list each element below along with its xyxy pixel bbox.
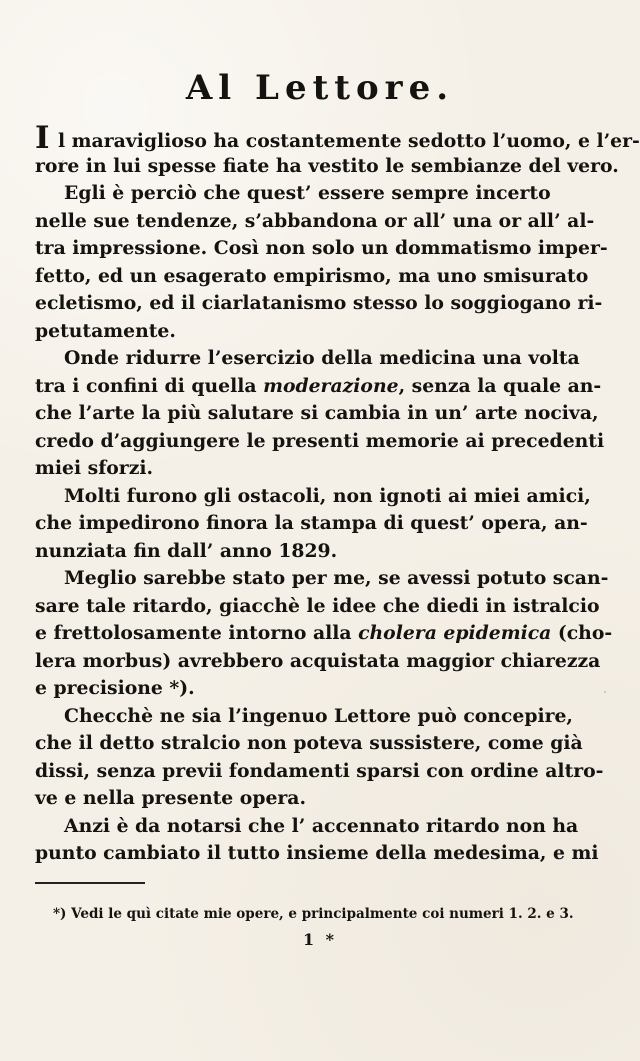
text-line: Meglio sarebbe stato per me, se avessi potuto scan- bbox=[64, 567, 609, 589]
text-line: che il detto stralcio non poteva sussistere, come già bbox=[35, 732, 583, 754]
body-text bbox=[35, 120, 640, 868]
page-signature: 1 * bbox=[302, 930, 338, 949]
text-line: Checchè ne sia l’ingenuo Lettore può concepire, bbox=[64, 704, 573, 727]
text-line: ecletismo, ed il ciarlatanismo stesso lo soggiogano ri- bbox=[35, 292, 603, 314]
line-text-part: , senza la quale an- bbox=[398, 374, 602, 397]
text-line: Anzi è da notarsi che l’ accennato ritardo non ha bbox=[64, 814, 579, 837]
paper-speck bbox=[581, 163, 583, 165]
text-line: che impedirono finora la stampa di quest’ opera, an- bbox=[35, 512, 588, 534]
text-line: miei sforzi. bbox=[35, 457, 154, 479]
page-title: Al Lettore. bbox=[185, 68, 455, 108]
text-line: nunziata fin dall’ anno 1829. bbox=[35, 539, 338, 562]
text-line: e precisione *). bbox=[35, 677, 195, 699]
footnote-rule bbox=[35, 882, 145, 884]
text-line: Onde ridurre l’esercizio della medicina una volta bbox=[64, 347, 580, 369]
text-line: nelle sue tendenze, s’abbandona or all’ una or all’ al- bbox=[35, 209, 595, 232]
text-line bbox=[35, 373, 602, 401]
text-line: dissi, senza previi fondamenti sparsi con ordine altro- bbox=[35, 759, 604, 782]
text-line: che l’arte la più salutare si cambia in un’ arte nociva, bbox=[35, 402, 599, 424]
paper-speck bbox=[62, 160, 64, 162]
line-text: l maraviglioso ha costantemente sedotto l’uomo, e l’er- bbox=[58, 130, 640, 152]
text-line: lera morbus) avrebbero acquistata maggior chiarezza bbox=[35, 649, 601, 672]
line-text-part: (cho- bbox=[551, 622, 613, 644]
text-line: ve e nella presente opera. bbox=[35, 787, 306, 809]
text-line: credo d’aggiungere le presenti memorie ai precedenti bbox=[35, 429, 605, 452]
text-line: sare tale ritardo, giacchè le idee che diedi in istralcio bbox=[35, 594, 600, 617]
text-line: tra impressione. Così non solo un dommatismo imper- bbox=[35, 237, 608, 259]
text-line: petutamente. bbox=[35, 319, 176, 342]
text-line bbox=[35, 620, 613, 648]
italic-term: moderazione bbox=[263, 374, 399, 397]
text-line: Molti furono gli ostacoli, non ignoti ai miei amici, bbox=[64, 484, 591, 507]
italic-term: cholera epidemica bbox=[358, 622, 552, 644]
text-line: Egli è perciò che quest’ essere sempre incerto bbox=[64, 182, 551, 204]
line-text-part: tra i confini di quella bbox=[35, 374, 264, 397]
paper-speck bbox=[604, 691, 606, 693]
text-line: fetto, ed un esagerato empirismo, ma uno smisurato bbox=[35, 264, 589, 287]
footnote: *) Vedi le quì citate mie opere, e principalmente coi numeri 1. 2. e 3. bbox=[53, 906, 574, 922]
text-line bbox=[35, 120, 640, 156]
text-line: punto cambiato il tutto insieme della medesima, e mi bbox=[35, 842, 599, 864]
drop-cap: I bbox=[35, 120, 50, 156]
line-text-part: e frettolosamente intorno alla bbox=[35, 622, 359, 644]
text-line: rore in lui spesse fiate ha vestito le sembianze del vero. bbox=[35, 154, 619, 177]
